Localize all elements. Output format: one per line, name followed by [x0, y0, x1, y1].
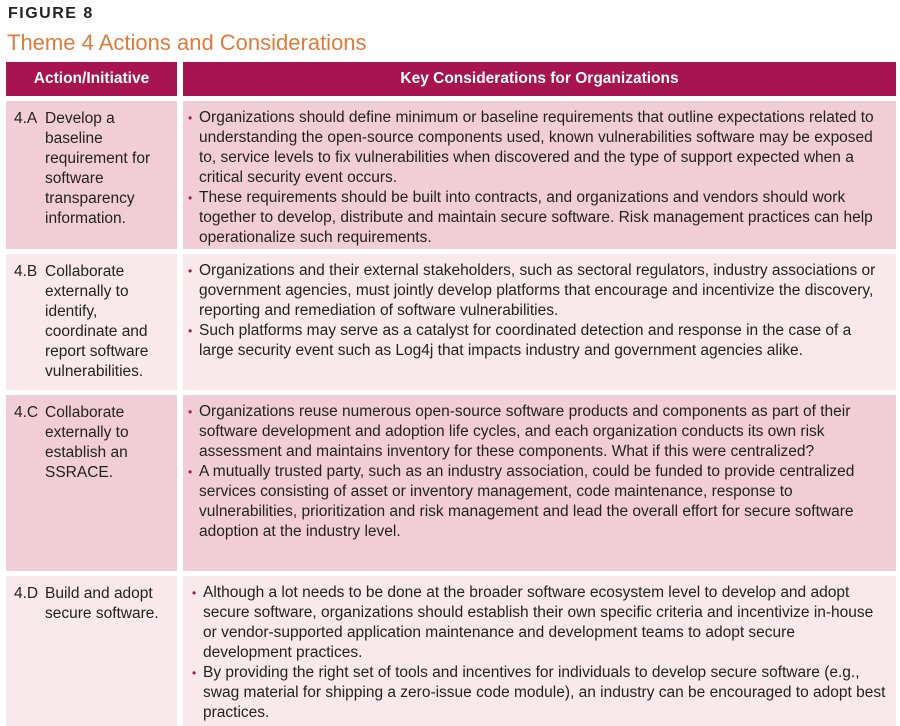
table-row — [6, 96, 896, 249]
consideration-text: Although a lot needs to be done at the broader software ecosystem level to develop and adopt secure software, organizations should establish their own specific criteria and incentivize in-house or vendor-supported application maintenance and development teams to adopt secure development practices. — [203, 584, 874, 661]
action-text: Collaborate externally to establish an SSRACE. — [45, 404, 129, 481]
bullet-icon: • — [192, 586, 197, 600]
table-row — [6, 390, 896, 571]
action-id: 4.D — [14, 585, 39, 602]
column-header-considerations: Key Considerations for Organizations — [183, 62, 896, 96]
consideration-item — [192, 583, 886, 663]
bullet-icon: • — [188, 191, 193, 205]
bullet-icon: • — [188, 465, 193, 479]
action-text: Build and adopt secure software. — [45, 585, 159, 622]
table-row — [6, 571, 896, 726]
action-cell — [6, 571, 183, 726]
considerations-cell — [183, 96, 896, 249]
consideration-item — [192, 663, 886, 723]
considerations-cell — [183, 249, 896, 390]
consideration-item — [188, 188, 886, 248]
action-id: 4.A — [14, 110, 38, 127]
bullet-icon: • — [192, 666, 197, 680]
figure-title: Theme 4 Actions and Considerations — [7, 30, 367, 55]
action-id: 4.C — [14, 404, 39, 421]
consideration-item — [188, 402, 886, 462]
consideration-text: Organizations should define minimum or baseline requirements that outline expectations related to understanding the open-source components used, known vulnerabilities software may be exposed to, service levels to fix vulnerabilities when discovered and the type of support expected when a critical security event occurs. — [199, 109, 874, 186]
consideration-item — [188, 321, 886, 361]
consideration-text: By providing the right set of tools and incentives for individuals to develop secure software (e.g., swag material for shipping a zero-issue code module), an industry can be encouraged to adopt best practices. — [203, 664, 886, 721]
table-header-row — [6, 62, 896, 96]
action-cell — [6, 249, 183, 390]
column-header-action: Action/Initiative — [6, 62, 183, 96]
action-text: Develop a baseline requirement for software transparency information. — [45, 110, 151, 227]
consideration-item — [188, 261, 886, 321]
considerations-cell — [183, 390, 896, 571]
consideration-text: These requirements should be built into contracts, and organizations and vendors should work together to develop, distribute and maintain secure software. Risk management practices can help operationalize such requirements. — [199, 189, 873, 246]
consideration-text: Organizations reuse numerous open-source software products and components as part of their software development and adoption life cycles, and each organization conducts its own risk assessment and maintains inventory for these components. What if this were centralized? — [199, 403, 851, 460]
actions-table — [6, 62, 896, 726]
bullet-icon: • — [188, 324, 193, 338]
consideration-item — [188, 462, 886, 542]
action-text: Collaborate externally to identify, coordinate and report software vulnerabilities. — [45, 263, 149, 380]
considerations-cell — [183, 571, 896, 726]
consideration-text: Organizations and their external stakeholders, such as sectoral regulators, industry associations or government agencies, must jointly develop platforms that encourage and incentivize the discovery, reporting and remediation of software vulnerabilities. — [199, 262, 876, 319]
action-cell — [6, 96, 183, 249]
consideration-item — [188, 108, 886, 188]
consideration-text: Such platforms may serve as a catalyst for coordinated detection and response in the case of a large security event such as Log4j that impacts industry and government agencies alike. — [199, 322, 852, 359]
bullet-icon: • — [188, 111, 193, 125]
action-id: 4.B — [14, 263, 38, 280]
bullet-icon: • — [188, 264, 193, 278]
figure-label: FIGURE 8 — [8, 5, 94, 22]
table-row — [6, 249, 896, 390]
action-cell — [6, 390, 183, 571]
bullet-icon: • — [188, 405, 193, 419]
consideration-text: A mutually trusted party, such as an industry association, could be funded to provide centralized services consisting of asset or inventory management, code maintenance, response to vulnerabilities, prioritization and risk management and lead the overall effort for secure software adoption at the industry level. — [199, 463, 855, 540]
